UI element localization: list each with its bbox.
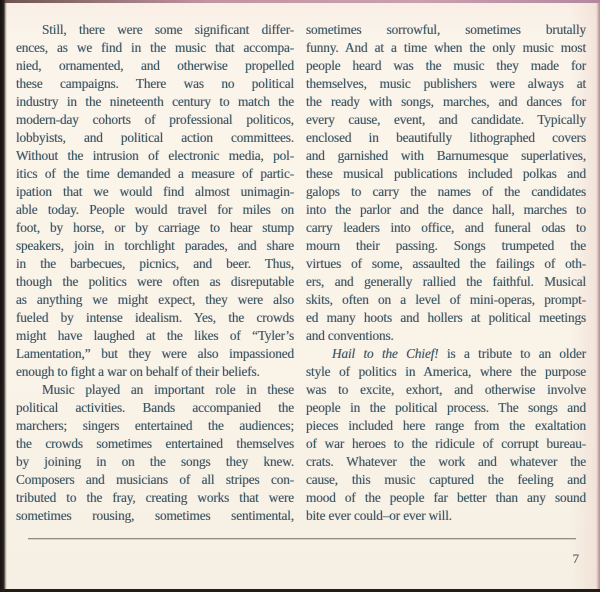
text-line: tributed to the fray, creating works that were: [16, 490, 294, 505]
text-line: every cause, event, and candidate. Typically: [306, 112, 586, 127]
footer-rule: [28, 538, 576, 539]
text-line: pieces included here range from the exaltation: [306, 418, 586, 433]
text-line: marchers; singers entertained the audiences;: [16, 418, 294, 433]
text-line: as anything we might expect, they were also: [16, 292, 294, 307]
text-line: crats. Whatever the work and whatever the: [306, 454, 586, 469]
text-line: might have laughed at the likes of “Tyler’s: [16, 328, 294, 343]
text-line: Still, there were some significant differ-: [42, 22, 294, 37]
text-line: though the politics were often as disreputable: [16, 274, 294, 289]
text-line: bite ever could–or ever will.: [306, 508, 452, 523]
text-line: people in the political process. The songs and: [306, 400, 586, 415]
text-line: people heard was the music they made for: [306, 58, 586, 73]
text-line: these campaigns. There was no political: [16, 76, 294, 91]
scan-edge-right: [596, 0, 600, 592]
text-line: enough to fight a war on behalf of their beliefs.: [16, 364, 260, 379]
text-line: by joining in on the songs they knew.: [16, 454, 294, 469]
text-line: Music played an important role in these: [42, 382, 294, 397]
text-line: in the barbecues, picnics, and beer. Thus,: [16, 256, 294, 271]
text-line: Hail to the Chief! is a tribute to an older: [332, 346, 586, 361]
text-line: nied, ornamented, and otherwise propelled: [16, 58, 294, 73]
text-line: ed many hoots and hollers at political meetings: [306, 310, 586, 325]
text-line: able today. People would travel for miles on: [16, 202, 294, 217]
page-number: 7: [572, 551, 579, 566]
text-line: skits, often on a level of mini-operas, prompt-: [306, 292, 586, 307]
text-line: sometimes rousing, sometimes sentimental,: [16, 508, 294, 523]
text-line: the ready with songs, marches, and dances for: [306, 94, 586, 109]
text-line: themselves, music publishers were always at: [306, 76, 586, 91]
text-line: speakers, join in torchlight parades, and share: [16, 238, 294, 253]
text-line: sometimes sorrowful, sometimes brutally: [306, 22, 586, 37]
text-line: modern-day cohorts of professional politicos,: [16, 112, 294, 127]
text-line: foot, by horse, or by carriage to hear stump: [16, 220, 294, 235]
text-line: Lamentation,” but they were also impassioned: [16, 346, 294, 361]
text-line: cause, this music captured the feeling and: [306, 472, 586, 487]
text-column-right: [306, 21, 586, 525]
text-line: itics of the time demanded a measure of partic-: [16, 166, 294, 181]
text-line: ers, and generally rallied the faithful. Musical: [306, 274, 586, 289]
text-line: Without the intrusion of electronic media, pol-: [16, 148, 294, 163]
text-line: funny. And at a time when the only music most: [306, 40, 586, 55]
text-line: political activities. Bands accompanied the: [16, 400, 294, 415]
text-line: carry leaders into office, and funeral odas to: [306, 220, 586, 235]
text-line: into the parlor and the dance hall, marches to: [306, 202, 586, 217]
text-line: was to excite, exhort, and otherwise involve: [306, 382, 586, 397]
text-line: virtues of some, assaulted the failings of oth-: [306, 256, 586, 271]
scan-edge-top: [0, 0, 600, 3]
scan-edge-left: [0, 0, 7, 592]
text-line: mood of the people far better than any sound: [306, 490, 586, 505]
text-line: mourn their passing. Songs trumpeted the: [306, 238, 586, 253]
text-line: style of politics in America, where the purpose: [306, 364, 586, 379]
text-line: and conventions.: [306, 328, 394, 343]
text-line: galops to carry the names of the candidates: [306, 184, 586, 199]
text-line: and garnished with Barnumesque superlatives,: [306, 148, 586, 163]
text-line: industry in the nineteenth century to match the: [16, 94, 294, 109]
text-column-left: [16, 21, 294, 525]
text-line: ences, as we find in the music that accompa-: [16, 40, 294, 55]
text-line: of war heroes to the ridicule of corrupt bureau-: [306, 436, 586, 451]
text-line: ipation that we would find almost unimagin-: [16, 184, 294, 199]
text-line: fueled by intense idealism. Yes, the crowds: [16, 310, 294, 325]
text-line: lobbyists, and political action committees.: [16, 130, 294, 145]
text-line: Composers and musicians of all stripes con-: [16, 472, 294, 487]
text-line: the crowds sometimes entertained themselves: [16, 436, 294, 451]
text-line: enclosed in beautifully lithographed covers: [306, 130, 586, 145]
text-line: these musical publications included polkas and: [306, 166, 586, 181]
